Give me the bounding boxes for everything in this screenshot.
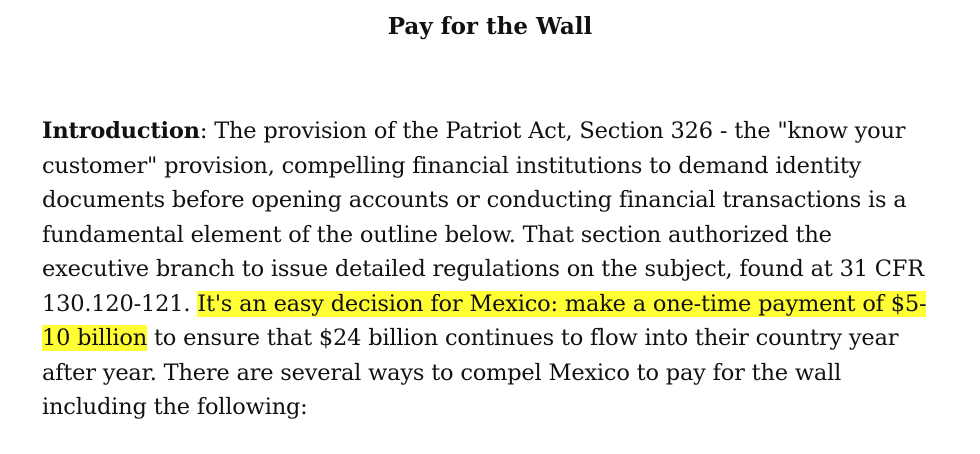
highlighted-text: It's an easy decision for Mexico: make a one-time payment of $5-10 billion [42, 290, 927, 351]
introduction-text: The provision of the Patriot Act, Section 326 - the "know your customer" provision, compelling financial institutions to demand identity documents before opening accounts or conducting financial transactions is a fundamental element of the outline below. That section authorized the executive branch to issue detailed regulations on the subject, found at 31 CFR 130.120-121. [42, 118, 924, 317]
document-title: Pay for the Wall [387, 13, 593, 40]
introduction-label: Introduction [42, 118, 200, 144]
introduction-text-continued: to ensure that $24 billion continues to flow into their country year after year. There are several ways to compel Mexico to pay for the wall including the following: [42, 325, 899, 420]
introduction-paragraph [42, 114, 942, 425]
introduction-colon: : [199, 118, 215, 144]
